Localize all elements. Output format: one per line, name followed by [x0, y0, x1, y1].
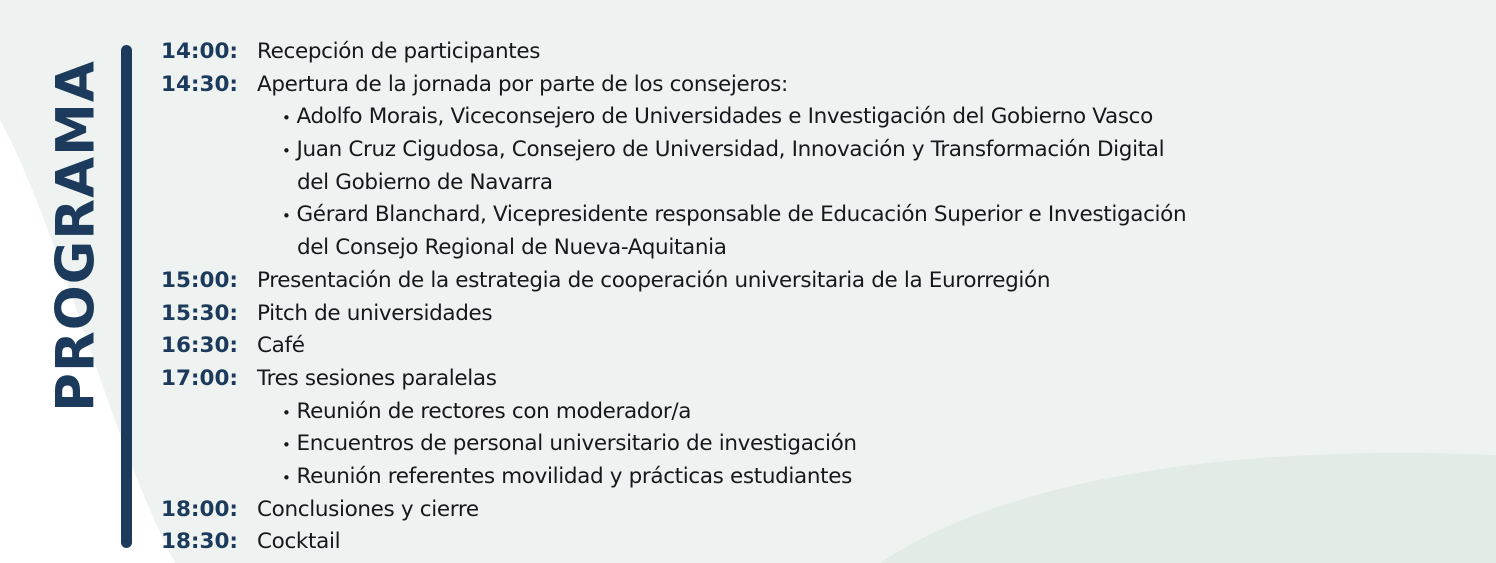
agenda-time: 18:30: — [161, 529, 239, 555]
agenda-subitem-continuation-text: del Gobierno de Navarra — [297, 169, 553, 195]
vertical-divider — [121, 45, 132, 548]
agenda-subitem — [161, 101, 1471, 134]
agenda-list — [161, 36, 1471, 559]
agenda-text: Cocktail — [257, 529, 341, 555]
agenda-text: Apertura de la jornada por parte de los consejeros: — [257, 71, 788, 97]
agenda-item — [161, 330, 1471, 363]
agenda-text: Café — [257, 333, 305, 359]
agenda-subitem-text: • Juan Cruz Cigudosa, Consejero de Universidad, Innovación y Transformación Digital — [282, 134, 1164, 168]
programa-title — [45, 40, 107, 432]
agenda-item — [161, 363, 1471, 396]
programa-title-text: PROGRAMA — [45, 60, 107, 412]
agenda-time: 14:00: — [161, 39, 239, 64]
agenda-time: 15:00: — [161, 267, 239, 293]
agenda-time: 17:00: — [161, 365, 239, 391]
agenda-item — [161, 494, 1471, 527]
agenda-subitem — [161, 134, 1471, 167]
agenda-item — [161, 298, 1471, 331]
agenda-item — [161, 69, 1471, 102]
agenda-subitem — [161, 428, 1471, 461]
agenda-subitem-continuation — [161, 167, 1471, 200]
agenda-subitem-text: • Reunión referentes movilidad y prácticas estudiantes — [282, 461, 852, 495]
agenda-item — [161, 265, 1471, 298]
agenda-time: 14:30: — [161, 71, 239, 97]
agenda-subitem-continuation-text: del Consejo Regional de Nueva-Aquitania — [297, 235, 727, 261]
agenda-subitem — [161, 396, 1471, 429]
agenda-subitem — [161, 199, 1471, 232]
agenda-subitem — [161, 461, 1471, 494]
agenda-text: Pitch de universidades — [257, 300, 493, 326]
agenda-subitem-text: • Encuentros de personal universitario de investigación — [282, 428, 857, 462]
agenda-text: Tres sesiones paralelas — [257, 365, 497, 391]
agenda-text: Presentación de la estrategia de cooperación universitaria de la Eurorregión — [257, 267, 1051, 293]
agenda-item — [161, 36, 1471, 69]
agenda-time: 18:00: — [161, 496, 239, 522]
agenda-subitem-text: • Gérard Blanchard, Vicepresidente responsable de Educación Superior e Investigación — [282, 199, 1186, 233]
agenda-subitem-continuation — [161, 232, 1471, 265]
agenda-text: Recepción de participantes — [257, 39, 541, 64]
agenda-text: Conclusiones y cierre — [257, 496, 479, 522]
agenda-subitem-text: • Reunión de rectores con moderador/a — [282, 396, 691, 430]
agenda-subitem-text: • Adolfo Morais, Viceconsejero de Universidades e Investigación del Gobierno Vasco — [282, 101, 1153, 135]
agenda-time: 15:30: — [161, 300, 239, 326]
agenda-time: 16:30: — [161, 333, 239, 359]
agenda-item — [161, 526, 1471, 559]
